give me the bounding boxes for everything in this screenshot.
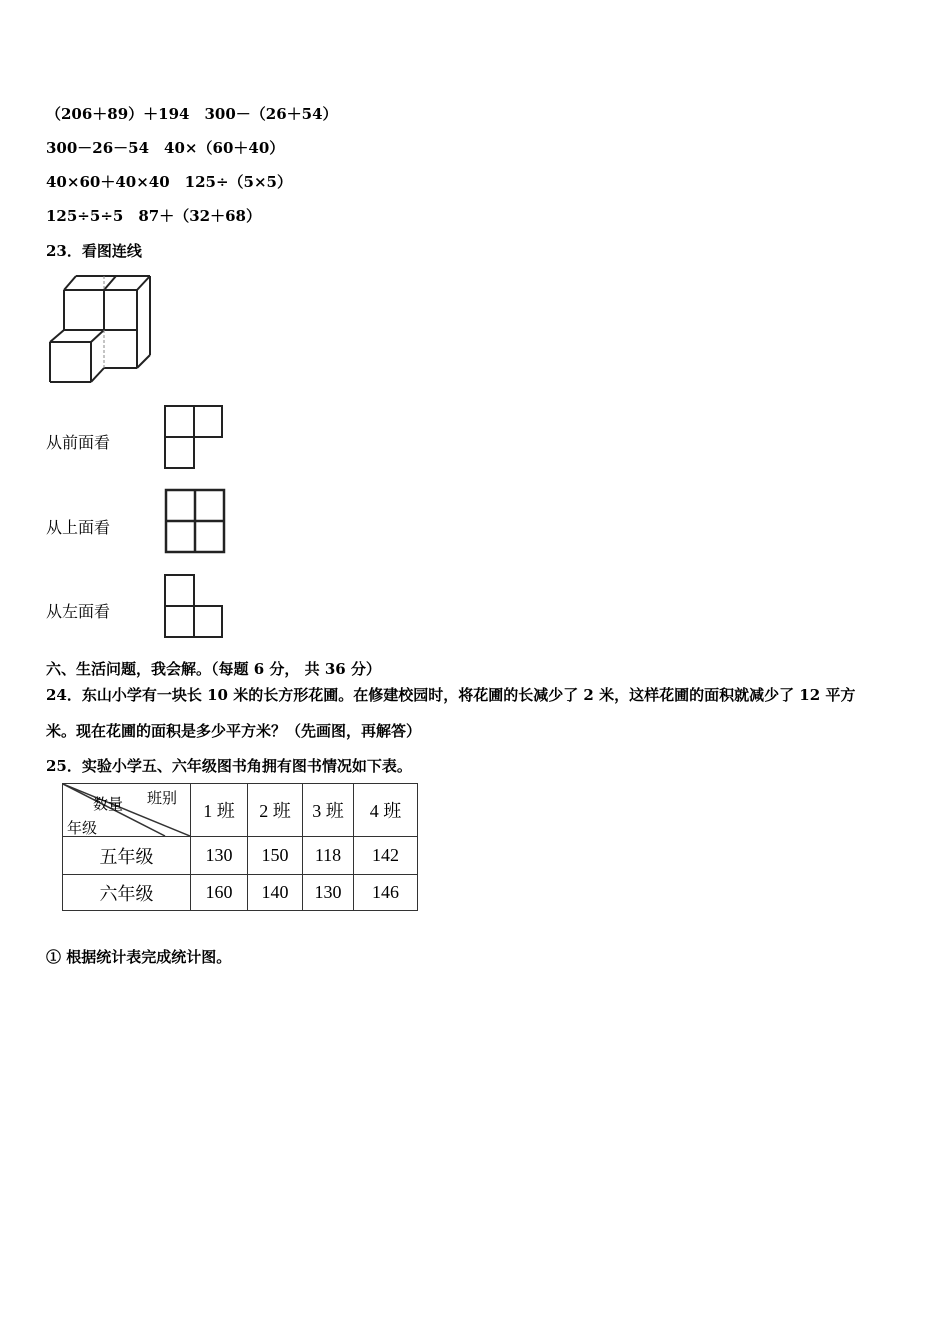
- header-corner-bottom: 年级: [67, 819, 98, 837]
- row-label: 五年级: [63, 837, 191, 875]
- q23-title: 23．看图连线: [46, 242, 142, 260]
- column-header: 1 班: [191, 784, 248, 837]
- q24-line1: 24．东山小学有一块长 10 米的长方形花圃。在修建校园时，将花圃的长减少了 2 米，这样花圃的面积就减少了 12 平方: [46, 686, 856, 704]
- left-view-label: 从左面看: [46, 602, 111, 621]
- table-header-corner: [63, 784, 191, 837]
- expression-line-2: 300－26－54 40×（60＋40）: [46, 139, 285, 157]
- column-header: 2 班: [248, 784, 303, 837]
- table-cell: 150: [248, 837, 303, 875]
- column-header: 3 班: [303, 784, 354, 837]
- books-table: [62, 783, 418, 911]
- table-row: [63, 837, 418, 875]
- q25-task: ① 根据统计表完成统计图。: [46, 948, 232, 966]
- top-view-label: 从上面看: [46, 518, 111, 537]
- expression-line-4: 125÷5÷5 87＋（32＋68）: [46, 207, 261, 225]
- q24-line2: 米。现在花圃的面积是多少平方米？（先画图，再解答）: [46, 722, 422, 740]
- header-corner-middle: 数量: [93, 795, 124, 813]
- top-view-figure: [163, 487, 229, 555]
- table-cell: 142: [354, 837, 418, 875]
- column-header: 4 班: [354, 784, 418, 837]
- expression-line-1: （206＋89）＋194 300－（26＋54）: [46, 105, 338, 123]
- row-label: 六年级: [63, 875, 191, 911]
- front-view-figure: [162, 403, 226, 471]
- table-row: [63, 875, 418, 911]
- front-view-label: 从前面看: [46, 433, 111, 452]
- table-cell: 146: [354, 875, 418, 911]
- q25-title: 25．实验小学五、六年级图书角拥有图书情况如下表。: [46, 757, 412, 775]
- table-cell: 118: [303, 837, 354, 875]
- expression-line-3: 40×60＋40×40 125÷（5×5）: [46, 173, 292, 191]
- table-cell: 160: [191, 875, 248, 911]
- cube-stack-figure: [44, 270, 164, 390]
- table-cell: 140: [248, 875, 303, 911]
- left-view-figure: [162, 572, 226, 640]
- header-corner-top: 班别: [147, 789, 178, 807]
- table-cell: 130: [303, 875, 354, 911]
- table-cell: 130: [191, 837, 248, 875]
- section6-heading: 六、生活问题，我会解。（每题 6 分， 共 36 分）: [46, 660, 381, 678]
